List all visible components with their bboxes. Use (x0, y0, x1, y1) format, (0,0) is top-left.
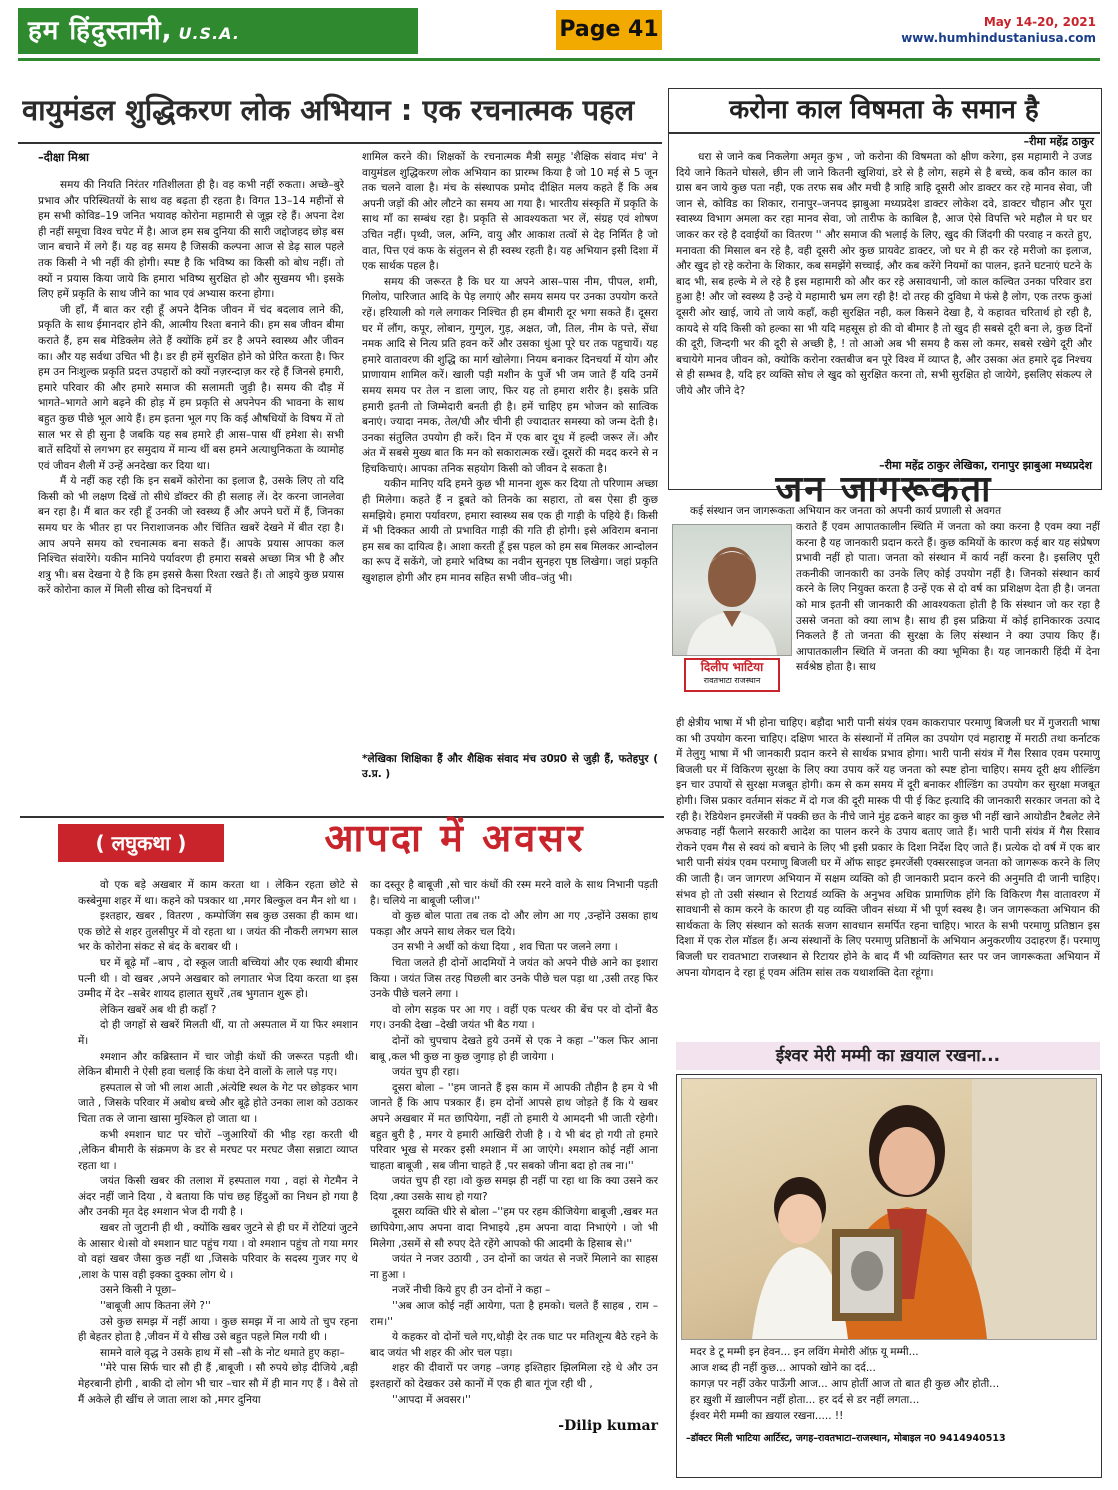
paragraph: कभी श्मशान घाट पर चोरों –जुआरियों की भीड़ रहा करती थी ,लेकिन बीमारी के संक्रमण के डर से मरघट पर मरघट जैसा सन्नाटा व्याप्त रहता था । (78, 1128, 358, 1172)
article3-title: जन जागरूकता (775, 469, 993, 510)
paragraph: उन सभी ने अर्थी को कंधा दिया , शव चिता पर जलने लगा । (392, 941, 618, 954)
article2-signature: –रीमा महेंद्र ठाकुर लेखिका, रानापुर झाबुआ मध्यप्रदेश (879, 459, 1092, 472)
paragraph: का दस्तूर है बाबूजी ,सो चार कंधों की रस्म मरने वाले के साथ निभानी पड़ती है। चलिये ना बाबूजी प्लीज।'' (370, 879, 658, 907)
paragraph: सामने वाले वृद्ध ने उसके हाथ में सौ –सौ के नोट थमाते हुए कहा– (100, 1346, 345, 1359)
paragraph: दूसरा व्यक्ति धीरे से बोला –''हम पर रहम कीजियेगा बाबूजी ,खबर मत छापियेगा,आप अपना वादा निभाइये ,हम अपना वादा निभाएंगे । जो भी मिलेगा ,उसमें से सौ रुपए देते रहेंगे आपको फी आदमी के हिसाब से।'' (370, 1206, 658, 1250)
poem-line: मदर डे टू मम्मी इन हेवन... इन लविंग मेमोरी ऑफ़ यू मम्मी... (690, 1346, 919, 1358)
paragraph: ''मेरे पास सिर्फ चार सौ ही हैं ,बाबूजी । सौ रुपये छोड़ दीजिये ,बड़ी मेहरबानी होगी , बाकी दो लोग भी चार –चार सौ में ही मान गए हैं । वैसे तो मैं अकेले ही खींच ले जाता लाश को ,मगर दुनिया (78, 1362, 358, 1406)
article1-title: वायुमंडल शुद्धिकरण लोक अभियान : एक रचनात्मक पहल (22, 93, 635, 127)
poem-line: हर ख़ुशी में ख़ालीपन नहीं होता... हर दर्द से डर नहीं लगता... (690, 1394, 920, 1406)
article5-title: आपदा में अवसर (324, 816, 586, 860)
article3-intro: कई संस्थान जन जागरूकता अभियान कर जनता को अपनी कार्य प्रणाली से अवगत (690, 505, 1002, 517)
paragraph: वो एक बड़े अखबार में काम करता था । लेकिन रहता छोटे से कस्बेनुमा शहर में था। कहने को पत्रकार था ,मगर बिल्कुल वन मैन शो था । (78, 879, 358, 907)
article2-title: करोना काल विषमता के समान है (729, 95, 1039, 125)
article2-author: –रीमा महेंद्र ठाकुर (1023, 135, 1094, 148)
paragraph: उसने किसी ने पूछा– (100, 1284, 177, 1297)
author-photo (672, 524, 792, 656)
article4-credit: –डॉक्टर मिली भाटिया आर्टिस्ट, जगह–रावतभाटा–राजस्थान, मोबाइल न0 9414940513 (686, 1433, 1006, 1444)
paper-name: हम हिंदुस्तानी, (28, 16, 173, 46)
paragraph: जी हाँ, मैं बात कर रही हूँ अपने दैनिक जीवन में चंद बदलाव लाने की, प्रकृति के साथ ईमानदार होने की, आत्मीय रिश्ता बनाने की। हम सब जीवन बीमा कराते हैं, हम सब मेडिक्लेम लेते हैं क्योंकि हमें डर है अपने स्वास्थ्य और जीवन का। और यह सर्वथा उचित भी है। डर ही हमें सुरक्षित होने को प्रेरित करता है। फिर हम उन निःशुल्क प्रकृति प्रदत्त उपहारों को क्यों नज़रन्दाज़ कर रहे हैं जिनसे हमारी, हमारे परिवार की और हमारे समाज की सलामती जुड़ी है। समय की दौड़ में भागते–भागते आगे बढ़ने की होड़ में हम प्रकृति से अपनेपन की भावना के साथ बहुत कुछ पीछे भूल आये हैं। हम इतना भूल गए कि कई औषधियों के विषय में तो साल भर से ही सुना है जबकि यह सब हमारे ही आस–पास थीं हमेशा से। सभी बातें सदियों से लगभग हर समुदाय में मान्य थीं बस हमने अत्याधुनिकता के व्यामोह एवं जीवन शैली में उन्हें अनदेखा कर दिया था। (38, 303, 344, 472)
poem-line: आज शब्द ही नहीं कुछ... आपको खोने का दर्द... (690, 1362, 876, 1374)
paragraph: ''बाबूजी आप कितना लेंगे ?'' (100, 1300, 211, 1313)
paragraph: उसे कुछ समझ में नहीं आया । कुछ समझ में ना आये तो चुप रहना ही बेहतर होता है ,जीवन में ये सीख उसे बहुत पहले मिल गयी थी । (78, 1315, 358, 1344)
paragraph: चिता जलते ही दोनों आदमियों ने जयंत को अपने पीछे आने का इशारा किया । जयंत जिस तरह पिछली बार उनके पीछे चल पड़ा था ,उसी तरह फिर उनके पीछे चलने लगा । (370, 956, 658, 1001)
page-number: Page 41 (556, 10, 662, 50)
header-rule (18, 58, 1100, 61)
paragraph: लेकिन खबरें अब थी ही कहाँ ? (100, 1003, 217, 1016)
article2-body (676, 150, 1092, 456)
article1-author: –दीक्षा मिश्रा (38, 150, 90, 164)
paragraph: दो ही जगहों से खबरें मिलती थीं, या तो अस्पताल में या फिर श्मशान में। (78, 1019, 358, 1047)
paragraph: इश्तहार, खबर , वितरण , कम्पोजिंग सब कुछ उसका ही काम था। एक छोटे से शहर तुलसीपुर में वो रहता था । जयंत की नौकरी लगभग साल भर के कोरोना संकट से बंद के बराबर थी । (78, 910, 358, 954)
article4-title: ईश्वर मेरी मम्मी का ख़याल रखना... (775, 1046, 1001, 1066)
paragraph: वो लोग सड़क पर आ गए । वहीं एक पत्थर की बेंच पर वो दोनों बैठ गए। उनकी देखा –देखी जयंत भी बैठ गया । (370, 1003, 658, 1032)
author-name: दिलीप भाटिया (700, 660, 764, 674)
paragraph: खबर तो जुटानी ही थी , क्योंकि खबर जुटने से ही घर में रोटियां जुटने के आसार थे।सो वो श्मशान घाट पहुंच गया । वो श्मशान पहुंच तो गया मगर वो वहां खबर जैसा कुछ नहीं था ,जिसके परिवार के सदस्य गुजर गए थे ,लाश के पास वही इक्का दुक्का लोग थे । (78, 1222, 358, 1281)
author-caption (684, 658, 780, 692)
article3-right-col (796, 520, 1100, 714)
paragraph: मैं ये नहीं कह रही कि इन सबमें कोरोना का इलाज है, उसके लिए तो यदि किसी को भी लक्षण दिखें तो सीधे डॉक्टर की ही सलाह लें। देर करना जानलेवा बन रहा है। मैं बात कर रही हूँ उनकी जो स्वस्थ्य हैं और अपने घरों में हैं, जिनका समय घर के भीतर हा पर निराशाजनक और चिंतित खबरें देखने में बीत रहा है। आप अपने समय को रचनात्मक बना सकते हैं। आपके प्रयास आपका कल निश्चित संवारेंगे। यकीन मानिये पर्यावरण ही हमारा सबसे अच्छा मित्र भी है और शत्रु भी। बस देखना ये है कि हम इससे कैसा रिश्ता रखते हैं। तो आइये कुछ प्रयास करें कोरोना काल में मिली सीख को दिनचर्या में (38, 475, 344, 597)
issue-date: May 14-20, 2021 (983, 15, 1096, 29)
paragraph: वो कुछ बोल पाता तब तक दो और लोग आ गए ,उन्होंने उसका हाथ पकड़ा और अपने साथ लेकर चल दिये। (370, 910, 658, 938)
paragraph: ''अब आज कोई नहीं आयेगा, पता है हमको। चलते हैं साहब , राम –राम।'' (370, 1300, 658, 1328)
paragraph: शहर की दीवारों पर जगह –जगह इश्तिहार झिलमिला रहे थे और उन इश्तहारों को देखकर उसे कानों में एक ही बात गूंज रही थी , (370, 1362, 658, 1390)
article1-col2 (362, 150, 658, 748)
paper-suffix: U.S.A. (178, 24, 240, 43)
article1-footnote: *लेखिका शिक्षिका हैं और शैक्षिक संवाद मंच उ0प्र0 से जुड़ी हैं, फतेहपुर ( उ.प्र. ) (362, 753, 658, 780)
author-place: रावतभाटा राजस्थान (703, 676, 761, 685)
paragraph: घर में बूढ़े माँ –बाप , दो स्कूल जाती बच्चियां और एक स्थायी बीमार पत्नी थी । वो खबर ,अपने अखबार को लगातार भेज दिया करता था इस उम्मीद में देर –सबेर शायद हालात सुधरें ,तब भुगतान शुरू हो। (78, 956, 358, 1001)
article5-col1 (78, 878, 358, 1444)
article4-poem (690, 1344, 1094, 1424)
article5-col2 (370, 878, 658, 1414)
article1-col1 (38, 178, 344, 816)
paragraph: समय की जरूरत है कि घर या अपने आस–पास नीम, पीपल, शमी, गिलोय, पारिजात आदि के पेड़ लगाएं और समय समय पर उनका उपयोग करते रहें। हरियाली को गले लगाकर निश्चित ही हम बीमारी दूर भगा सकते हैं। दूसरा घर में लौंग, कपूर, लोबान, गुग्गुल, गुड़, अक्षत, जौ, तिल, नीम के पत्ते, सेंधा नमक आदि से नित्य प्रति हवन करें और उसका धुंआ पूरे घर तक पहुचायें। यह हमारे वातावरण की शुद्धि का मार्ग खोलेगा। नियम बनाकर दिनचर्या में योग और प्राणायाम शामिल करें। खाली पड़ी मशीन के पुर्जे भी जम जाते हैं यदि उनमें समय समय पर तेल न डाला जाए, फिर यह तो हमारा शरीर है। इसके प्रति हमारी इतनी तो जिम्मेदारी बनती ही है। हमें चाहिए हम भोजन को सात्विक बनाएं। ज्यादा नमक, तेल/घी और चीनी ही ज्यादातर समस्या को जन्म देती है। उनका संतुलित उपयोग ही करें। दिन में एक बार दूध में हल्दी जरूर लें। और अंत में सबसे मुख्य बात कि मन को सकारात्मक रखें। दूसरों की मदद करने से न हिचकिचाएं। आपका तनिक सहयोग किसी को जीवन दे सकता है। (362, 275, 658, 475)
paragraph: यकीन मानिए यदि हमने कुछ भी मानना शुरू कर दिया तो परिणाम अच्छा ही मिलेगा। कहते हैं न डूबते को तिनके का सहारा, तो बस ऐसा ही कुछ समझिये। हमारा पर्यावरण, हमारा स्वास्थ्य सब एक ही गाड़ी के पहिये हैं। किसी में भी दिक्कत आयी तो प्रभावित गाड़ी की गति ही होगी। इसे अविराम बनाना हम सब का दायित्व है। आशा करती हूँ इस पहल को हम सब मिलकर आन्दोलन का रूप दें सकेंगे, जो हमारे भविष्य का नवीन सुनहरा पृष्ठ लिखेगा। जहां प्रकृति खुशहाल होगी और हम मानव सहित सभी जीव–जंतु भी। (362, 478, 658, 585)
paragraph: दूसरा बोला – ''हम जानते हैं इस काम में आपकी तौहीन है हम ये भी जानते हैं कि आप पत्रकार हैं। हम दोनों आपसे हाथ जोड़ते हैं कि ये खबर अपने अखबार में मत छापियेगा, नहीं तो हमारी ये आमदनी भी जाती रहेगी। बहुत बुरी है , मगर ये हमारी आखिरी रोजी है । ये भी बंद हो गयी तो हमारे परिवार भूख से मरकर इसी श्मशान में आ जाएंगे। श्मशान कोई नहीं आना चाहता बाबूजी , सब जीना चाहते हैं ,पर सबको जीना बदा हो तब ना।'' (370, 1081, 658, 1172)
article1-rule (18, 142, 662, 144)
masthead (18, 8, 418, 54)
mother-photo (681, 1078, 1097, 1340)
article3-body (676, 716, 1100, 1038)
story-tag: ( लघुकथा ) (58, 824, 224, 862)
paragraph: नजरें नीची किये हुए ही उन दोनों ने कहा – (392, 1284, 551, 1297)
paragraph: जयंत ने नजर उठायी , उन दोनों का जयंत से नजरें मिलाने का साहस ना हुआ । (370, 1253, 658, 1281)
paragraph: जयंत किसी खबर की तलाश में हस्पताल गया , वहां से गेटमैन ने अंदर नहीं जाने दिया , ये बताया कि पांच छह हिंदुओं का निधन हो गया है और उनकी मृत देह श्मशान भेज दी गयी है । (78, 1175, 358, 1219)
paragraph: श्मशान और कब्रिस्तान में चार जोड़ी कंधों की जरूरत पड़ती थी। लेकिन बीमारी ने ऐसी हवा चलाई कि कंधा देने वालों के लाले पड़ गए। (78, 1050, 358, 1079)
paragraph: जयंत चुप ही रहा। (392, 1066, 460, 1079)
paragraph: जयंत चुप ही रहा ।वो कुछ समझ ही नहीं पा रहा था कि क्या उसने कर दिया ,क्या उसके साथ हो गया? (370, 1175, 658, 1203)
family-photo-icon (682, 1079, 1096, 1339)
issue-info (901, 14, 1096, 46)
paragraph: ही क्षेत्रीय भाषा में भी होना चाहिए। बड़ौदा भारी पानी संयंत्र एवम काकरापार परमाणु बिजली घर में गुजराती भाषा का भी उपयोग करना चाहिए। दक्षिण भारत के संस्थानों में तमिल का उपयोग एवं महाराष्ट्र में मराठी तथा कर्नाटक में तेलुगु भाषा में भी जानकारी प्रदान करने से सार्थक प्रभाव होगा। भारी पानी संयंत्र में गैस रिसाव एवम परमाणु बिजली घर में विकिरण सुरक्षा के लिए क्या उपाय करें यह जनता को स्पष्ट होना चाहिए। समय दूरी क्षय शील्डिंग इन चार उपायों से सुरक्षा मजबूत होगी। कम से कम समय में दूरी बनाकर शील्डिंग का उपयोग कर सुरक्षा मजबूत होगी। जिस प्रकार वर्तमान संकट में दो गज की दूरी मास्क पी पी ई किट इत्यादि की जानकारी सरकार जनता को दे रही है। रेडियेशन इमरजेंसी में पक्की छत के नीचे जाने मुंह ढकने बाहर का कुछ भी नहीं खाने आयोडीन टैबलेट लेने अफवाह नहीं फैलाने सरकारी आदेश का पालन करने के उपाय बताए जाते हैं। भारी पानी संयंत्र में गैस रिसाव रोकने एवम गैस से स्वयं को बचाने के लिए भी इसी प्रकार के दिशा निर्देश दिए जाते हैं। प्रत्येक दो वर्ष में एक बार भारी पानी संयंत्र एवम परमाणु बिजली घर में ऑफ साइट इमरजेंसी एक्सरसाइज जनता को जागरूक करने के लिए की जाती है। जन जागरण अभियान में सक्षम व्यक्ति को ही जानकारी प्रदान करने की अनुमति दी जानी चाहिए। संभव हो तो उसी संस्थान से रिटायर्ड व्यक्ति के अनुभव अधिक प्रामाणिक होंगे कि विकिरण गैस वातावरण में सावधानी से काम करने के कारण ही यह व्यक्ति जीवन संध्या में भी पूर्ण स्वस्थ है। जन जागरूकता अभियान की सार्थकता के लिए संस्थान को सतर्क सजग सावधान समर्पित रहना चाहिए। भारत के सभी परमाणु प्रतिष्ठान इस दिशा में एक रोल मॉडल हैं। अन्य संस्थानों के लिए परमाणु प्रतिष्ठानों के अभियान अनुकरणीय उदाहरण हैं। परमाणु बिजली घर रावतभाटा राजस्थान से रिटायर होने के बाद मैं भी व्यक्तिगत स्तर पर जन जागरूकता अभियान में अपना योगदान दे रहा हूं एवम अंतिम सांस तक यथाशक्ति देता रहूंगा। (676, 717, 1100, 979)
paragraph: ''आपदा में अवसर।'' (392, 1393, 471, 1406)
article5-author: -Dilip kumar (558, 1418, 658, 1434)
poem-line: कागज़ पर नहीं उकेर पाऊँगी आज... आप होतीं आज तो बात ही कुछ और होती... (690, 1378, 1000, 1390)
paragraph: दोनों को चुपचाप देखते हुये उनमें से एक ने कहा –''कल फिर आना बाबू ,कल भी कुछ ना कुछ जुगाड़ हो ही जायेगा । (370, 1034, 658, 1063)
paragraph: ये कहकर वो दोनों चले गए,थोड़ी देर तक घाट पर मतिशून्य बैठे रहने के बाद जयंत भी शहर की ओर चल पड़ा। (370, 1331, 658, 1359)
poem-line: ईश्वर मेरी मम्मी का ख़याल रखना..... !! (690, 1410, 844, 1422)
website-link[interactable]: www.humhindustaniusa.com (901, 31, 1096, 45)
paragraph: समय की नियति निरंतर गतिशीलता ही है। वह कभी नहीं रुकता। अच्छे–बुरे प्रभाव और परिस्थितयों के साथ वह बढ़ता ही रहता है। विगत 13–14 महीनों से हम सभी कोविड–19 जनित भयावह कोरोना महामारी से जूझ रहे हैं। अपना देश ही नहीं समूचा विश्व चपेट में है। आज हम सब दुनिया की सारी जद्दोजहद छोड़ बस जान बचाने में लगे हैं। यह वह समय है जिसकी कल्पना आज से डेढ़ साल पहले तक किसी ने भी नहीं की होगी। स्पष्ट है कि भविष्य का किसी को बोध नहीं। तो क्यों न प्रयास किया जाये कि हमारा भविष्य सुरक्षित हो और सुखमय भी। इसके लिए हमें प्रकृति के साथ जीने का भाव एवं अभ्यास करना होगा। (38, 179, 344, 301)
paragraph: धरा से जाने कब निकलेगा अमृत कुभ , जो करोना की विषमता को क्षीण करेगा, इस महामारी ने उजड दिये जाने कितने घोसले, छीन ली जाने कितनी खुशियां, डरे से है लोग, सहमे से है बच्चे, कब कौन काल का ग्रास बन जाये कुछ पता नही, एक तरफ सब और मची है त्राहि त्राहि दूसरी ओर डाक्टर कर रहे मानव सेवा, जी जान से, कोविड का शिकार, रानापुर–जनपद झाबुआ मध्यप्रदेश डाक्टर लोकेश दवे, डाक्टर चौहान और पूरा स्वास्थ्य विभाग अमला कर रहा मानव सेवा, जो तारीफ के काबिल है, आज ऐसे विपत्ति भरे महौल मे घर घर जाकर कर रहे है दवाईयों का वितरण '' और समाज की भलाई के लिए, खुद की जिंदगी की परवाह न करते हुए, मनावता की मिसाल बन रहे है, वही दूसरी ओर कुछ प्रायवेट डाक्टर, जो घर मे ही कर रहे मरीजो का इलाज, और खुद हो रहे करोना के शिकार, कब समझेंगे सच्चाई, और कब करेंगे नियमों का पालन, इतने घटनाएं घटने के बाद भी, सब हल्के मे ले रहे है इस महामारी को और कर रहे असावधानी, जो काल कल्वित उनका परिवार डरा हुआ है! और जो स्वस्थ्य है उन्हे ये महामारी भ्रम लग रही है! दो तरह की दुविधा मे फंसे है लोग, एक तरफ कुआं दूसरी ओर खाई, जाये तो जाये कहाँ, कही सुरक्षित नही, कल किसने देखा है, ये कहावत चरितार्थ हो रही है, कायदे से यदि किसी को हल्का सा भी यदि महसूस हो की वो बीमार है तो खुद ही सबसे दूरी बना ले, कुछ दिनों की दूरी, जिन्दगी भर की दूरी से अच्छी है, ! तो आओ अब भी समय है कस लो कमर, सबसे रखेगे दूरी और बचायेगे मानव जीवन को, क्योकि करोना रक्तबीज बन पूरे विश्व में व्याप्त है, और उसका अंत हमारे दृढ निश्चय से ही सम्भव है, यदि हर व्यक्ति सोच ले खुद को सुरक्षित करना तो, सभी सुरक्षित हो जायेगे, इसलिए संकल्प ले जीये और जीने दे? (676, 151, 1092, 397)
paragraph: शामिल करने की। शिक्षकों के रचनात्मक मैत्री समूह 'शैक्षिक संवाद मंच' ने वायुमंडल शुद्धिकरण लोक अभियान का प्रारम्भ किया है जो 10 मई से 5 जून तक चलने वाला है। मंच के संस्थापक प्रमोद दीक्षित मलय कहते हैं कि अब अपनी जड़ों की ओर लौटने का समय आ गया है। भारतीय संस्कृति में प्रकृति के साथ माँ का सम्बंध रहा है। प्रकृति से आवश्यकता भर लें, संग्रह एवं शोषण उचित नहीं। पृथ्वी, जल, अग्नि, वायु और आकाश तत्वों से देह निर्मित है जो वात, पित्त एवं कफ के संतुलन से ही स्वस्थ रहती है। यह अभियान इसी दिशा में एक सार्थक पहल है। (362, 151, 658, 273)
paragraph: हस्पताल से जो भी लाश आती ,अंत्येष्टि स्थल के गेट पर छोड़कर भाग जाते , जिसके परिवार में अबोध बच्चे और बूढ़े होते उनका लाश को उठाकर चिता तक ले जाना खासा मुश्किल हो जाता था । (78, 1081, 358, 1125)
author-portrait-icon (673, 525, 791, 655)
paragraph: कराते हैं एवम आपातकालीन स्थिति में जनता को क्या करना है एवम क्या नहीं करना है यह जानकारी प्रदान करते हैं। कुछ कमियों के कारण कई बार यह संप्रेषण प्रभावी नहीं हो पाता। जनता को संस्थान में कार्य नहीं करना है। इसलिए पूरी तकनीकी जानकारी का उनके लिए कोई उपयोग नहीं है। जिनको संस्थान कार्य करने के लिए नियुक्त करता है उन्हें एक से दो वर्ष का प्रशिक्षण देता ही है। जनता को मात्र इतनी सी जानकारी की आवश्यकता होती है कि संस्थान जो कर रहा है उससे जनता को क्या लाभ है। साथ ही इस प्रक्रिया में कोई हानिकारक उत्पाद निकलते हैं तो जनता की सुरक्षा के लिए संस्थान ने क्या उपाय किए हैं। आपातकालीन स्थिति में जनता की क्या भूमिका है। यह जानकारी हिंदी में देना सर्वश्रेष्ठ होता है। साथ (796, 521, 1100, 674)
